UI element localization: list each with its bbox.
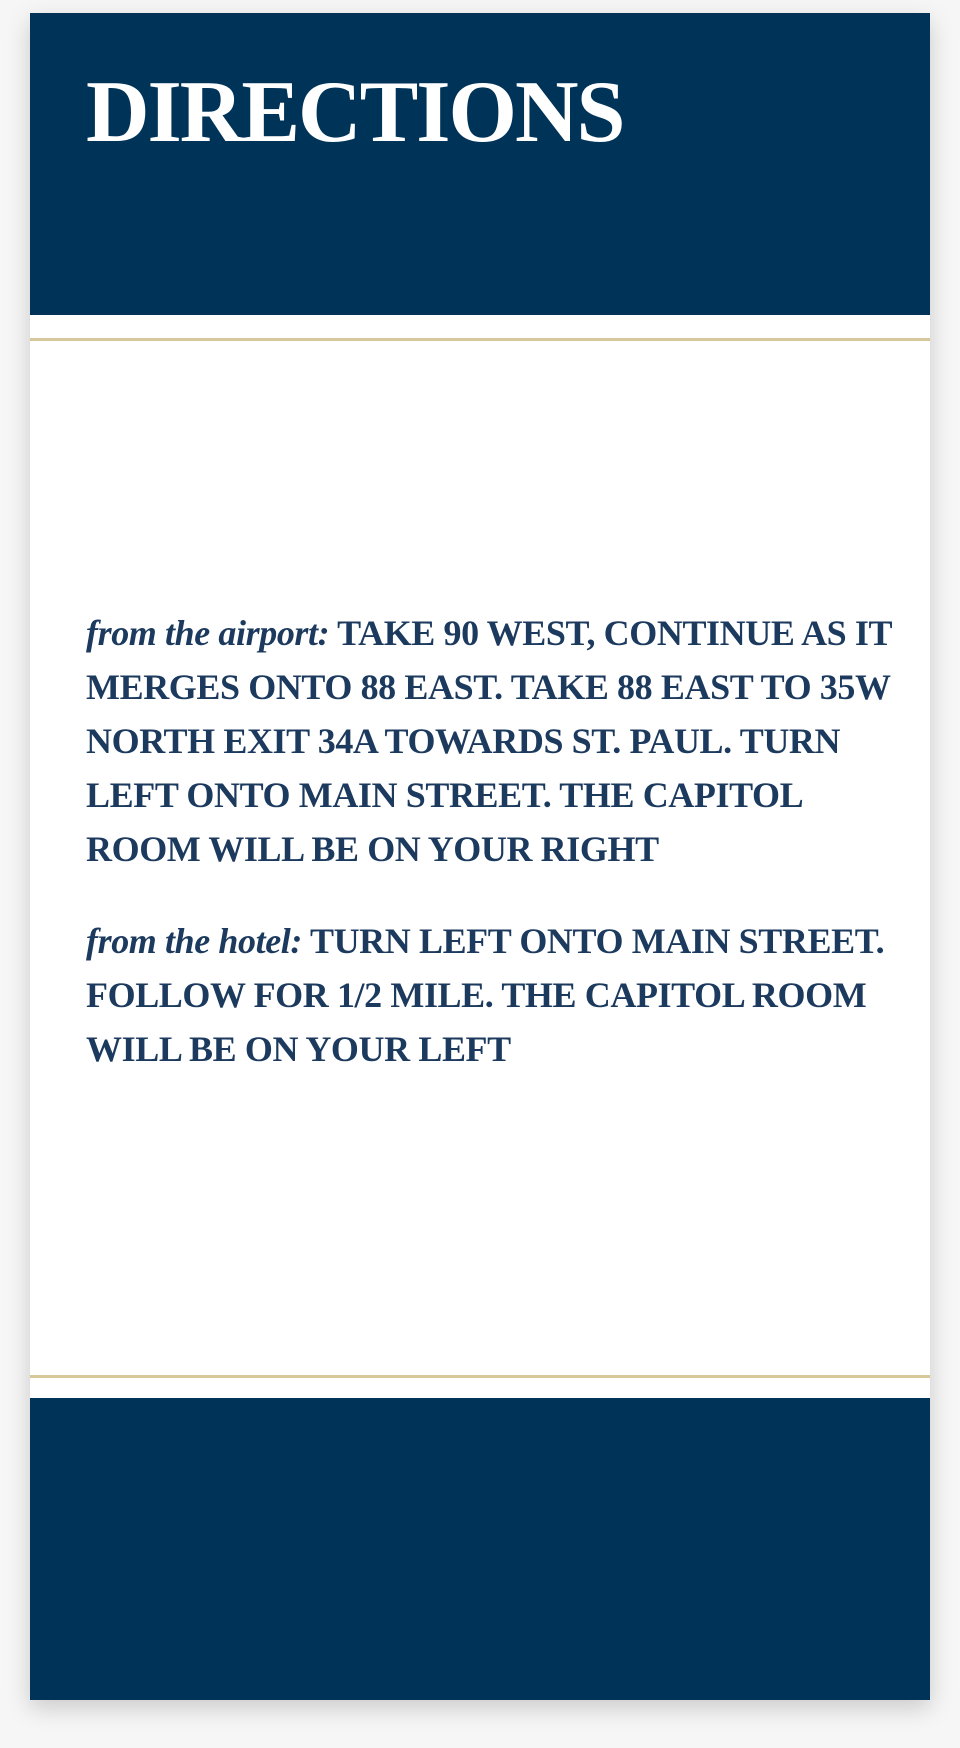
footer-band: [30, 1398, 930, 1700]
airport-text: TAKE 90 WEST, CONTINUE AS IT MERGES ONTO 88 EAST. TAKE 88 EAST TO 35W NORTH EXIT 34A TOWARDS ST. PAUL. TURN LEFT ONTO MAIN STREET. THE CAPITOL ROOM WILL BE ON YOUR RIGHT: [86, 613, 892, 869]
airport-lead: from the airport:: [86, 613, 330, 653]
hotel-lead: from the hotel:: [86, 921, 302, 961]
airport-directions: [86, 606, 896, 876]
bottom-gold-rule: [30, 1375, 930, 1378]
card-title: DIRECTIONS: [86, 64, 624, 161]
header-band: [30, 13, 930, 315]
top-gold-rule: [30, 338, 930, 341]
directions-card: [30, 13, 930, 1700]
directions-text: [86, 606, 896, 1114]
hotel-text: TURN LEFT ONTO MAIN STREET. FOLLOW FOR 1/2 MILE. THE CAPITOL ROOM WILL BE ON YOUR LEFT: [86, 921, 885, 1069]
hotel-directions: [86, 914, 896, 1076]
